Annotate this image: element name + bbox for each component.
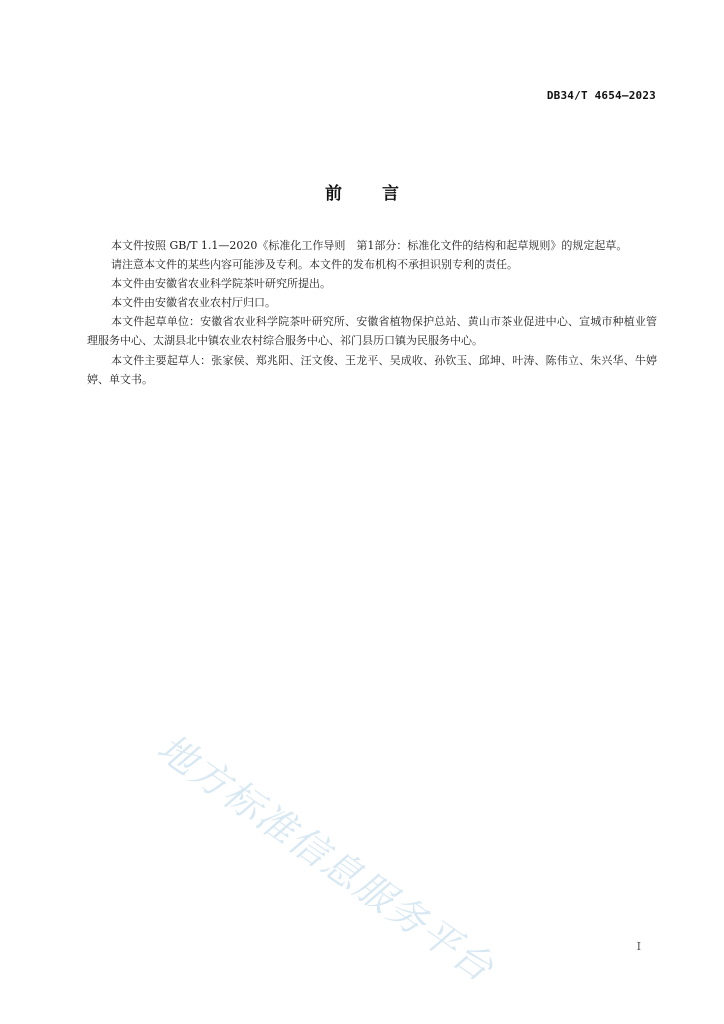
watermark: 地方标准信息服务平台 xyxy=(149,725,503,991)
paragraph-proposer: 本文件由安徽省农业科学院茶叶研究所提出。 xyxy=(111,277,331,291)
section-title: 前言 xyxy=(325,184,439,204)
paragraph-main-drafters: 本文件主要起草人：张家侯、郑兆阳、汪文俊、王龙平、吴成收、孙钦玉、邱坤、叶涛、陈伟立、朱兴华、牛婷婷、单文书。 xyxy=(87,353,657,386)
paragraph-centralized-by: 本文件由安徽省农业农村厅归口。 xyxy=(111,296,276,310)
foreword-body xyxy=(87,236,657,389)
document-code: DB34/T 4654—2023 xyxy=(546,89,656,102)
paragraph-drafting-units: 本文件起草单位：安徽省农业科学院茶叶研究所、安徽省植物保护总站、黄山市茶业促进中心、宣城市种植业管理服务中心、太湖县北中镇农业农村综合服务中心、祁门县历口镇为民服务中心。 xyxy=(87,315,657,348)
page-number: I xyxy=(636,940,641,953)
paragraph-patent-notice: 请注意本文件的某些内容可能涉及专利。本文件的发布机构不承担识别专利的责任。 xyxy=(111,258,518,272)
paragraph-drafting-rules: 本文件按照 GB/T 1.1—2020《标准化工作导则 第1部分：标准化文件的结构和起草规则》的规定起草。 xyxy=(111,239,628,252)
